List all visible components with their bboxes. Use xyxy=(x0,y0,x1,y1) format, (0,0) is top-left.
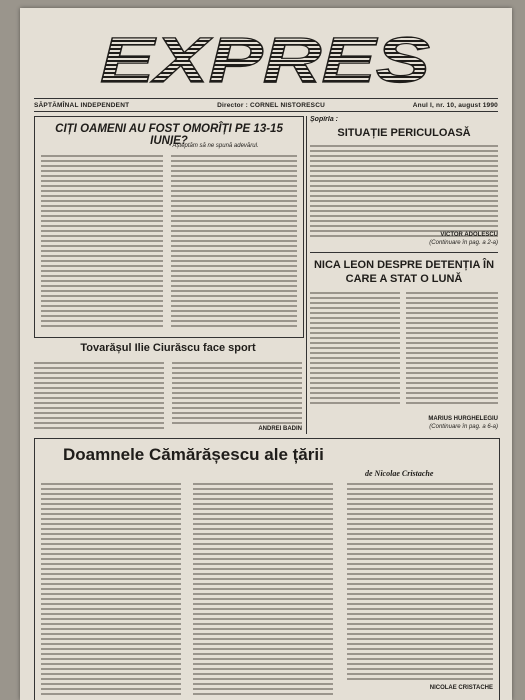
article-nica-leon-author: MARIUS HURGHELEGIU xyxy=(428,416,498,422)
masthead xyxy=(20,8,512,96)
article-victims-body-left xyxy=(41,155,163,330)
masthead-issue: Anul I, nr. 10, august 1990 xyxy=(412,101,498,109)
article-camarasescu-signature: NICOLAE CRISTACHE xyxy=(429,685,493,691)
masthead-director: Director : CORNEL NISTORESCU xyxy=(217,101,325,109)
article-victims-title: CIȚI OAMENI AU FOST OMORÎȚI PE 13-15 IUNIE? xyxy=(55,123,283,147)
article-camarasescu-body-col2 xyxy=(193,483,333,698)
masthead-subtitle: SĂPTĂMÎNAL INDEPENDENT xyxy=(34,101,130,109)
article-dangerous-continued: (Continuare în pag. a 2-a) xyxy=(429,240,498,246)
article-camarasescu-body-col1 xyxy=(41,483,181,698)
article-camarasescu-author: de Nicolae Cristache xyxy=(365,469,434,478)
masthead-title: EXPRES xyxy=(100,24,431,96)
divider xyxy=(310,252,498,253)
article-camarasescu-title: Doamnele Cămărășescu ale țării xyxy=(63,445,324,464)
newspaper-page xyxy=(20,8,512,700)
article-dangerous-title: SITUAȚIE PERICULOASĂ xyxy=(337,127,471,139)
masthead-logo xyxy=(20,8,512,96)
masthead-meta xyxy=(34,98,498,112)
article-dangerous-section: Șopîrla : xyxy=(310,116,339,123)
article-victims xyxy=(34,116,304,338)
article-camarasescu-body-col3 xyxy=(347,483,493,683)
article-ciurascu-title: Tovarășul Ilie Ciurăscu face sport xyxy=(80,342,256,354)
article-ciurascu-body-left xyxy=(34,362,164,432)
article-nica-leon-body-left xyxy=(310,292,400,407)
column-divider xyxy=(306,116,307,434)
article-victims-body-right xyxy=(171,155,297,330)
article-camarasescu xyxy=(34,438,500,700)
article-nica-leon-title: NICA LEON DESPRE DETENȚIA ÎN CARE A STAT O LUNĂ xyxy=(313,259,495,285)
article-ciurascu xyxy=(34,342,302,434)
article-nica-leon-continued: (Continuare în pag. a 6-a) xyxy=(429,424,498,430)
article-ciurascu-author: ANDREI BADIN xyxy=(258,426,302,432)
article-ciurascu-body-right xyxy=(172,362,302,427)
article-victims-lead: • Așteptăm să ne spună adevărul. xyxy=(169,143,259,149)
article-dangerous-body xyxy=(310,145,498,237)
article-dangerous-situation xyxy=(310,116,498,246)
article-nica-leon xyxy=(310,258,498,408)
article-nica-leon-body-right xyxy=(406,292,498,407)
article-dangerous-author: VICTOR ADOLESCU xyxy=(440,232,498,238)
